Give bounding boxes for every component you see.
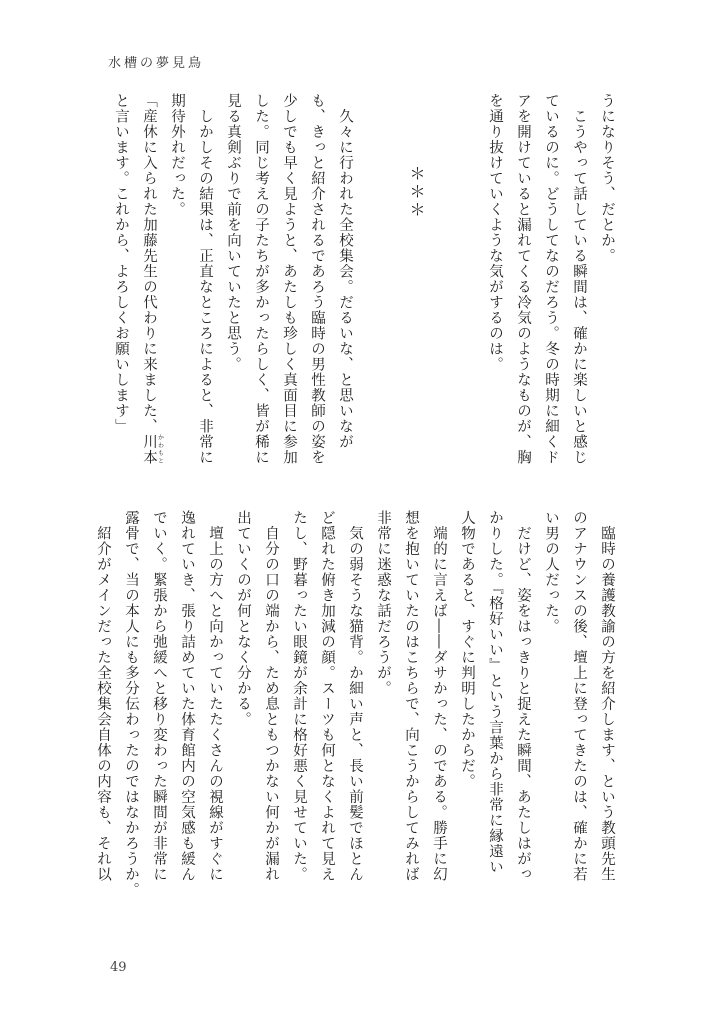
text-line [397, 510, 425, 900]
text-line-content: 想を抱いていたのはこちらで、向こうからしてみれば [403, 510, 419, 882]
text-line-content: 見る真剣ぶりで前を向いていたと思う。 [225, 93, 241, 372]
text-line-content: 気の弱そうな猫背。か細い声と、長い前髪でほとん [347, 510, 363, 882]
text-line-content: 逸れていき、張り詰めていた体育館内の空気感も緩ん [179, 510, 195, 882]
top-right-text-block [481, 93, 621, 473]
text-line-content: 紹介がメインだった全校集会自体の内容も、それ以 [95, 510, 111, 882]
text-line [275, 93, 303, 473]
text-line-content: 臨時の養護教諭の方を紹介します、という教頭先生 [599, 510, 615, 882]
text-line [593, 93, 621, 473]
text-line [565, 510, 593, 900]
text-line [257, 510, 285, 900]
text-line-content: 「産休に入られた加藤先生の代わりに来ました、 [141, 93, 157, 434]
text-line-content: 少しでも早く見ようと、あたしも珍しく真面目に参加 [281, 93, 297, 465]
text-line [285, 510, 313, 900]
text-line [593, 510, 621, 900]
text-line-content: 非常に迷惑な話だろうが。 [375, 510, 391, 696]
text-line-content: 露骨で、当の本人にも多分伝わったのではなかろうか。 [123, 510, 139, 898]
bottom-text-block [89, 510, 621, 900]
text-line [145, 510, 173, 900]
text-line [331, 93, 359, 473]
text-line [117, 510, 145, 900]
text-line [537, 510, 565, 900]
text-line [341, 510, 369, 900]
text-line [481, 510, 509, 900]
text-line [453, 510, 481, 900]
text-line [219, 93, 247, 473]
text-line [509, 510, 537, 900]
text-line-content: と言います。これから、よろしくお願いします」 [113, 93, 129, 434]
text-line-content: を通り抜けていくような気がするのは。 [487, 93, 503, 372]
text-line-content: アを開けていると漏れてくる冷気のようなものが、胸 [515, 93, 531, 465]
text-line [247, 93, 275, 473]
ruby-base: 川本 [141, 434, 157, 465]
text-line [163, 93, 191, 473]
text-line [313, 510, 341, 900]
text-line-content: ど隠れた俯き加減の顔。スーツも何となくよれて見え [319, 510, 335, 882]
text-line-content: だけど、姿をはっきりと捉えた瞬間、あたしはがっ [515, 510, 531, 882]
text-line-content: した。同じ考えの子たちが多かったらしく、皆が稀に [253, 93, 269, 465]
text-line-content: 端的に言えば――ダサかった、のである。勝手に幻 [431, 510, 447, 882]
text-line-content: のアナウンスの後、壇上に登ってきたのは、確かに若 [571, 510, 587, 882]
text-line-content: こうやって話している瞬間は、確かに楽しいと感じ [571, 93, 587, 465]
text-line-content: でいく。緊張から弛緩へと移り変わった瞬間が非常に [151, 510, 167, 882]
text-line-content: 出ていくのが何となく分かる。 [235, 510, 251, 727]
text-line [481, 93, 509, 473]
text-line [107, 93, 135, 473]
text-line-content: 期待外れだった。 [169, 93, 185, 217]
text-line [369, 510, 397, 900]
text-line-content: しかしその結果は、正直なところによると、非常に [197, 93, 213, 465]
text-line [135, 93, 163, 473]
text-line-content: 壇上の方へと向かっていたたくさんの視線がすぐに [207, 510, 223, 882]
text-line [425, 510, 453, 900]
ruby-reading: かわもと [156, 434, 164, 465]
text-line [537, 93, 565, 473]
text-line-content: も、きっと紹介されるであろう臨時の男性教師の姿を [309, 93, 325, 465]
text-line [201, 510, 229, 900]
text-line [191, 93, 219, 473]
page-number: 49 [110, 960, 127, 975]
text-line-content: ているのに。どうしてなのだろう。冬の時期に細くド [543, 93, 559, 465]
text-line-content: 久々に行われた全校集会。だるいな、と思いなが [337, 93, 353, 450]
text-line-content: 人物であると、すぐに判明したからだ。 [459, 510, 475, 789]
text-line-content: 自分の口の端から、ため息ともつかない何かが漏れ [263, 510, 279, 882]
text-line-content: かりした。『格好いい』という言葉から非常に縁遠い [487, 510, 503, 875]
scene-break-separator: ＊＊＊ [407, 165, 426, 219]
text-line [89, 510, 117, 900]
running-header-title: 水槽の夢見鳥 [108, 56, 205, 71]
text-line [229, 510, 257, 900]
text-line [173, 510, 201, 900]
text-line-content: い男の人だった。 [543, 510, 559, 634]
text-line [509, 93, 537, 473]
name-with-ruby [141, 434, 164, 465]
top-left-text-block [107, 93, 359, 473]
text-line [303, 93, 331, 473]
text-line-content: うになりそう、だとか。 [599, 93, 615, 264]
text-line-content: たし、野暮ったい眼鏡が余計に格好悪く見せていた。 [291, 510, 307, 882]
text-line [565, 93, 593, 473]
